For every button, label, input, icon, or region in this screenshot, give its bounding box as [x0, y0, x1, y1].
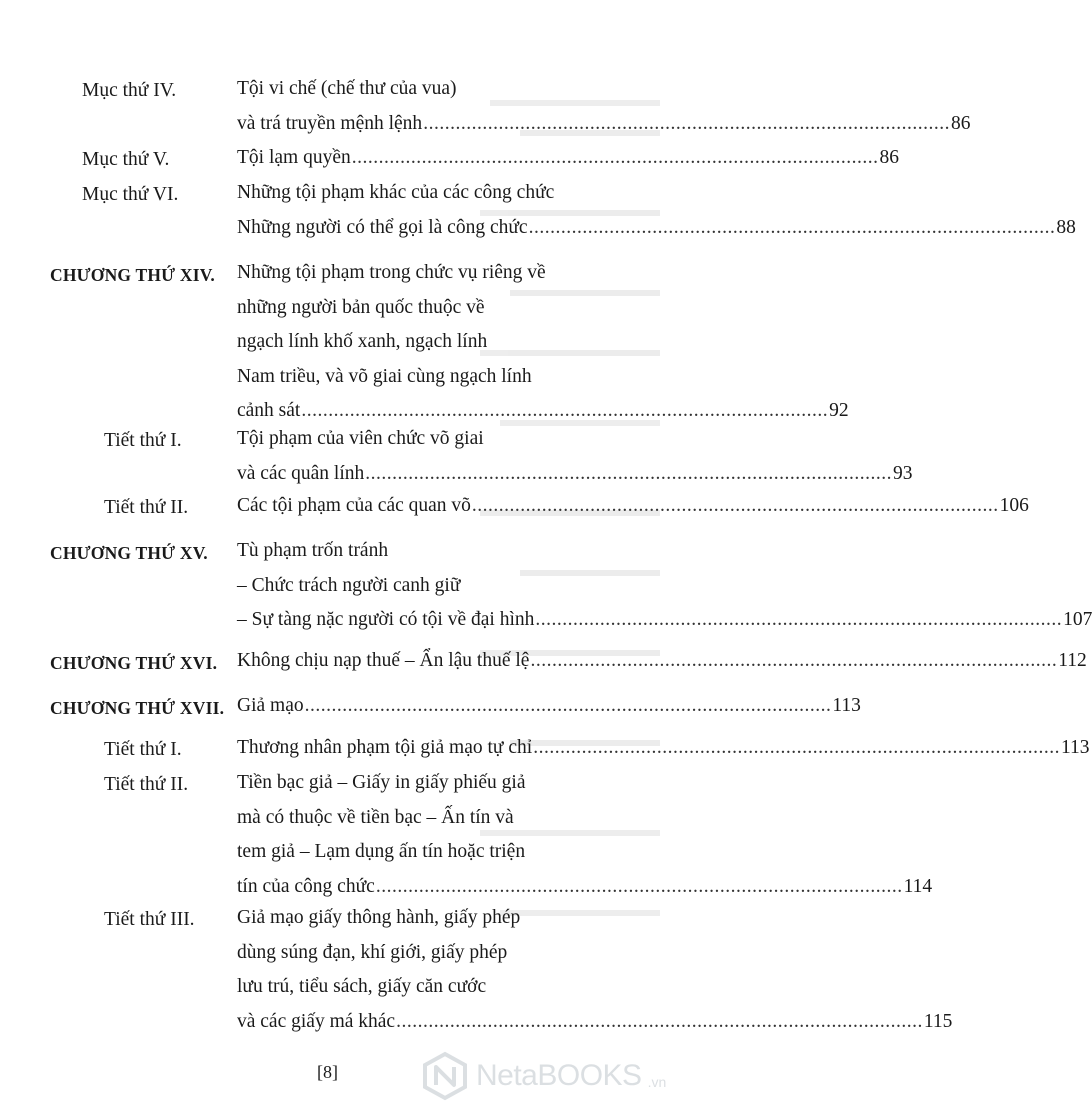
toc-entry-line: và các quân lính	[237, 462, 365, 484]
toc-entry-line: Tù phạm trốn tránh	[237, 540, 389, 561]
toc-entry-title	[237, 644, 1087, 679]
toc-entry-line: những người bản quốc thuộc về	[237, 296, 485, 318]
toc-entry-label: Tiết thứ I.	[104, 739, 182, 760]
toc-entry-line: ngạch lính khố xanh, ngạch lính	[237, 331, 488, 353]
brand-logo-icon	[420, 1051, 470, 1101]
toc-entry-label: Tiết thứ II.	[104, 774, 189, 795]
toc-entry-title	[237, 422, 913, 491]
toc-entry-title	[237, 256, 849, 429]
toc-entry-line: – Sự tàng nặc người có tội về đại hình	[237, 609, 535, 631]
dot-leader: ..................................................................................................	[423, 112, 950, 134]
toc-entry-line: Tiền bạc giả – Giấy in giấy phiếu giả	[237, 772, 526, 793]
toc-entry-line: mà có thuộc về tiền bạc – Ấn tín và	[237, 806, 514, 828]
dot-leader: ..................................................................................................	[396, 1010, 923, 1032]
toc-entry-line: và trá truyền mệnh lệnh	[237, 112, 423, 134]
toc-entry-line: Tội lạm quyền	[237, 147, 351, 168]
toc-entry-label: Tiết thứ III.	[104, 909, 195, 930]
toc-entry-line: tem giả – Lạm dụng ấn tín hoặc triện	[237, 841, 526, 863]
toc-entry-label: Tiết thứ I.	[104, 430, 182, 451]
dot-leader: ..................................................................................................	[535, 609, 1063, 631]
toc-entry-label: Mục thứ IV.	[82, 80, 177, 101]
toc-entry-title	[237, 731, 1090, 766]
toc-entry-page: 112	[1058, 650, 1087, 671]
dot-leader: ..................................................................................................	[471, 495, 999, 516]
toc-entry-title	[237, 72, 971, 141]
toc-entry-line: Không chịu nạp thuế – Ẩn lậu thuế lệ	[237, 650, 530, 671]
toc-entry-line: Những người có thể gọi là công chức	[237, 216, 528, 238]
toc-entry-page: 115	[923, 1010, 953, 1032]
toc-entry-title	[237, 176, 1076, 245]
toc-entry-line: Các tội phạm của các quan võ	[237, 495, 471, 516]
toc-entry-line: dùng súng đạn, khí giới, giấy phép	[237, 941, 508, 963]
watermark-suffix: .vn	[647, 1074, 667, 1090]
toc-entry-line: lưu trú, tiểu sách, giấy căn cước	[237, 976, 487, 998]
toc-entry-line: Giả mạo	[237, 695, 304, 716]
chapter-label: CHƯƠNG THỨ XVII.	[50, 698, 225, 718]
toc-entry-page: 114	[903, 875, 933, 897]
toc-entry-line: Tội phạm của viên chức võ giai	[237, 428, 484, 449]
toc-entry-line: – Chức trách người canh giữ	[237, 574, 461, 596]
toc-entry-line: tín của công chức	[237, 875, 375, 897]
toc-entry-page: 113	[832, 695, 861, 716]
chapter-label: CHƯƠNG THỨ XVI.	[50, 653, 218, 673]
toc-entry-title	[237, 534, 1092, 638]
dot-leader: ..................................................................................................	[533, 737, 1060, 758]
toc-entry-title	[237, 489, 1029, 524]
toc-entry-label: Tiết thứ II.	[104, 497, 189, 518]
toc-entry-page: 88	[1056, 216, 1076, 238]
toc-entry-page: 113	[1060, 737, 1090, 758]
toc-entry-page: 107	[1063, 609, 1092, 631]
toc-entry-page: 106	[999, 495, 1029, 516]
toc-entry-label: Mục thứ VI.	[82, 184, 179, 205]
toc-entry-page: 93	[893, 462, 913, 484]
toc-entry-line: Những tội phạm trong chức vụ riêng về	[237, 262, 546, 283]
toc-entry-line: Những tội phạm khác của các công chức	[237, 182, 555, 203]
toc-entry-line: và các giấy má khác	[237, 1010, 396, 1032]
chapter-label: CHƯƠNG THỨ XIV.	[50, 265, 215, 285]
toc-entry-title	[237, 689, 861, 724]
toc-entry-title	[237, 766, 933, 904]
dot-leader: ..................................................................................................	[528, 216, 1056, 238]
toc-entry-line: cảnh sát	[237, 400, 301, 422]
dot-leader: ..................................................................................................	[351, 147, 879, 168]
toc-entry-line: Nam triều, và võ giai cùng ngạch lính	[237, 365, 532, 387]
dot-leader: ..................................................................................................	[304, 695, 832, 716]
dot-leader: ..................................................................................................	[530, 650, 1058, 671]
watermark	[420, 1048, 690, 1104]
toc-entry-title	[237, 901, 953, 1039]
dot-leader: ..................................................................................................	[365, 462, 892, 484]
toc-entry-title	[237, 141, 899, 176]
dot-leader: ..................................................................................................	[301, 400, 829, 422]
chapter-label: CHƯƠNG THỨ XV.	[50, 543, 208, 563]
page-number: [8]	[317, 1062, 338, 1082]
toc-entry-line: Giả mạo giấy thông hành, giấy phép	[237, 907, 521, 928]
toc-entry-line: Tội vi chế (chế thư của vua)	[237, 78, 457, 99]
toc-entry-page: 86	[879, 147, 899, 168]
toc-entry-page: 86	[950, 112, 971, 134]
toc-entry-label: Mục thứ V.	[82, 149, 170, 170]
toc-entry-page: 92	[829, 400, 849, 422]
dot-leader: ..................................................................................................	[375, 875, 903, 897]
watermark-brand: NetaBOOKS	[476, 1059, 642, 1092]
toc-entry-line: Thương nhân phạm tội giả mạo tự chỉ	[237, 737, 533, 758]
